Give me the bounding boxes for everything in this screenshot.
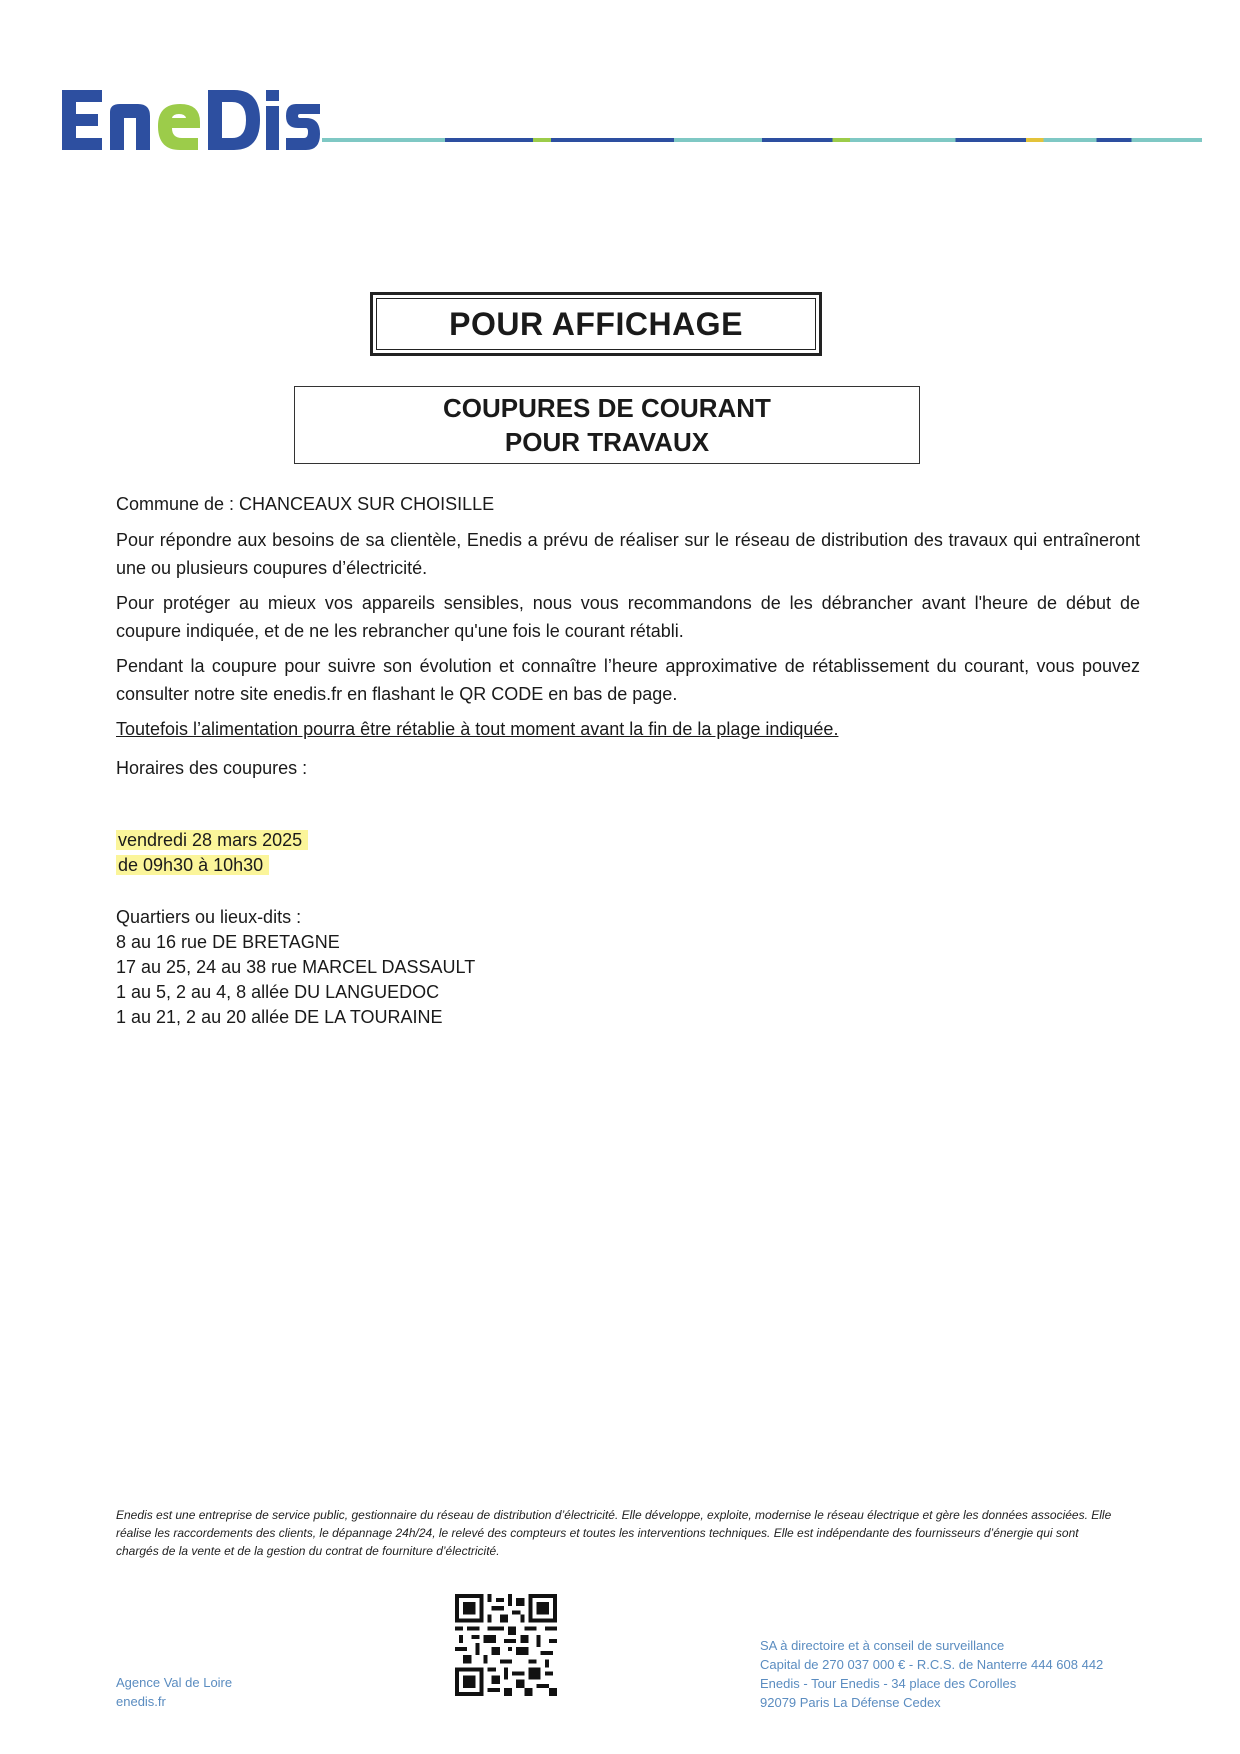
areas-label: Quartiers ou lieux-dits :: [116, 907, 302, 927]
paragraph-1-text: Pour répondre aux besoins de sa clientèle, Enedis a prévu de réaliser sur le réseau de distribution des travaux qui entraîneront une ou plusieurs coupures d’électricité.: [116, 530, 1140, 578]
company-line-3: Enedis - Tour Enedis - 34 place des Corolles: [760, 1676, 1017, 1691]
title-box: [370, 292, 822, 356]
paragraph-2: [116, 589, 1140, 645]
paragraph-3: [116, 652, 1140, 708]
areas: [116, 905, 1140, 1030]
subtitle-box: [294, 386, 920, 464]
legal-notice: Enedis est une entreprise de service public, gestionnaire du réseau de distribution d’électricité. Elle développe, exploite, modernise le réseau électrique et gère les données associées. Elle réalise les raccordements des clients, le dépannage 24h/24, le relevé des compteurs et toutes les interventions techniques. Elle est indépendante des fournisseurs d’énergie qui sont chargés de la vente et de la gestion du contrat de fourniture d’électricité.: [116, 1508, 1112, 1558]
area-item: 17 au 25, 24 au 38 rue MARCEL DASSAULT: [116, 957, 476, 977]
enedis-logo: [58, 80, 320, 152]
enedis-logo-mark: [58, 82, 320, 152]
subtitle-line-2: POUR TRAVAUX: [504, 427, 710, 457]
agency-name: Agence Val de Loire: [116, 1675, 233, 1690]
paragraph-2-text: Pour protéger au mieux vos appareils sensibles, nous vous recommandons de les débrancher avant l'heure de début de coupure indiquée, et de ne les rebrancher qu'une fois le courant rétabli.: [116, 593, 1140, 641]
warning-text: Toutefois l’alimentation pourra être rétablie à tout moment avant la fin de la plage indiquée.: [116, 719, 839, 739]
area-item: 1 au 5, 2 au 4, 8 allée DU LANGUEDOC: [116, 982, 440, 1002]
paragraph-1: [116, 526, 1140, 582]
company-line-4: 92079 Paris La Défense Cedex: [760, 1695, 941, 1710]
qr-code-icon: [455, 1594, 557, 1696]
header-stripe: [322, 138, 1202, 142]
area-item: 1 au 21, 2 au 20 allée DE LA TOURAINE: [116, 1007, 443, 1027]
qr-code[interactable]: [455, 1594, 557, 1701]
commune: [116, 490, 1140, 518]
agency-info: [116, 1673, 232, 1711]
agency-website-link[interactable]: enedis.fr: [116, 1694, 166, 1709]
area-item: 8 au 16 rue DE BRETAGNE: [116, 932, 340, 952]
company-line-1: SA à directoire et à conseil de surveillance: [760, 1638, 1005, 1653]
paragraph-3-text: Pendant la coupure pour suivre son évolution et connaître l’heure approximative de rétablissement du courant, vous pouvez consulter notre site enedis.fr en flashant le QR CODE en bas de page.: [116, 656, 1140, 704]
schedule-date: vendredi 28 mars 2025: [116, 830, 308, 850]
commune-text: Commune de : CHANCEAUX SUR CHOISILLE: [116, 494, 495, 514]
schedule-time: de 09h30 à 10h30: [116, 855, 269, 875]
schedule-label: [116, 754, 1140, 782]
schedule: [116, 828, 1140, 878]
company-line-2: Capital de 270 037 000 € - R.C.S. de Nanterre 444 608 442: [760, 1657, 1104, 1672]
warning: [116, 715, 1140, 743]
subtitle-line-1: COUPURES DE COURANT: [443, 393, 771, 423]
company-info: [760, 1636, 1103, 1712]
schedule-label-text: Horaires des coupures :: [116, 758, 308, 778]
notice-title: POUR AFFICHAGE: [376, 298, 816, 350]
